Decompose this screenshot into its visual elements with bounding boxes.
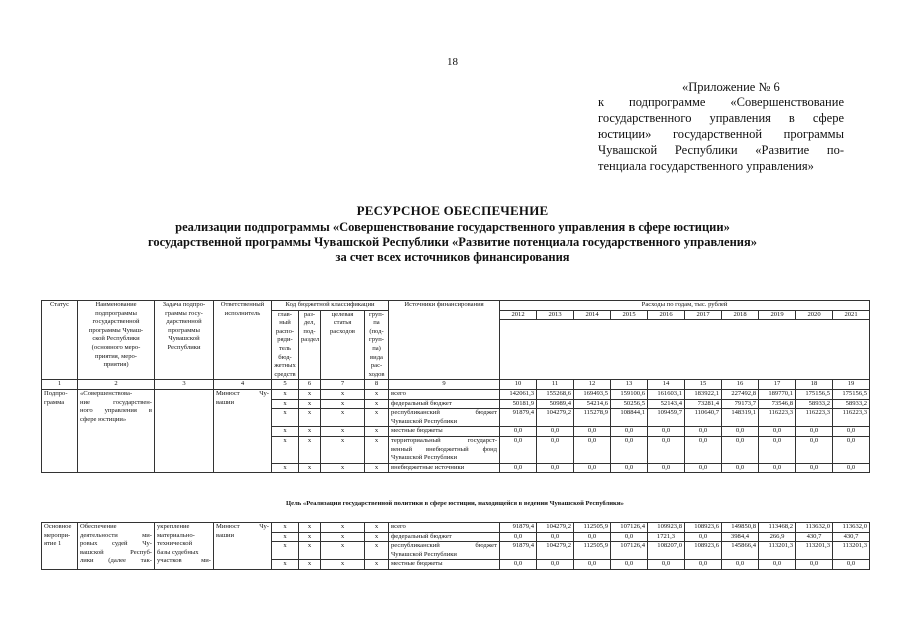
code-cell: х [299, 560, 321, 570]
value-cell: 91879,4 [500, 542, 537, 560]
column-number: 7 [321, 380, 365, 390]
source-line: Чувашской Республики [391, 550, 457, 558]
header-task-line: Чувашской [168, 335, 200, 343]
header-budget-code: Код бюджетной классификации [272, 301, 389, 311]
name-line: лики (далее так- [80, 557, 152, 565]
code-cell: х [321, 532, 365, 542]
header-group-line: па [373, 319, 380, 327]
task-line: материально- [157, 531, 195, 539]
status-line: Подпро- [44, 389, 68, 397]
header-name-line: подпрограммы [95, 309, 137, 317]
value-cell: 0,0 [722, 560, 759, 570]
value-cell: 104279,2 [537, 523, 574, 533]
task-line: технической [157, 540, 193, 548]
header-task-line: дарственной [166, 318, 202, 326]
value-cell: 183922,1 [685, 389, 722, 399]
header-group-line: (под- [369, 327, 384, 335]
value-cell: 0,0 [500, 463, 537, 473]
value-cell: 0,0 [796, 427, 833, 437]
value-cell: 0,0 [537, 532, 574, 542]
source-line: Чувашской Республики [391, 417, 458, 425]
value-cell: 0,0 [685, 463, 722, 473]
value-cell: 0,0 [833, 436, 870, 463]
header-grbs-line: ный [279, 319, 291, 327]
source-cell [389, 436, 500, 463]
header-year: 2019 [759, 310, 796, 320]
header-group [365, 310, 389, 380]
header-grbs-line: бюд- [278, 353, 292, 361]
column-number: 6 [299, 380, 321, 390]
resource-table [41, 300, 870, 473]
header-section-line: дел, [303, 319, 316, 327]
value-cell: 108923,6 [685, 523, 722, 533]
value-cell: 0,0 [759, 463, 796, 473]
value-cell: 73281,4 [685, 399, 722, 409]
header-task-line: граммы госу- [165, 309, 203, 317]
header-executor-line: исполнитель [224, 309, 261, 317]
table-row [42, 389, 870, 399]
task-line: базы судебных [157, 548, 199, 556]
value-cell: 148319,1 [722, 409, 759, 427]
document-subtitle [0, 220, 905, 265]
value-cell: 113201,3 [796, 542, 833, 560]
value-cell: 149850,8 [722, 523, 759, 533]
name-cell [78, 389, 155, 472]
value-cell: 0,0 [611, 463, 648, 473]
value-cell: 0,0 [574, 463, 611, 473]
value-cell: 0,0 [500, 436, 537, 463]
value-cell: 104279,2 [537, 409, 574, 427]
value-cell: 0,0 [611, 560, 648, 570]
source-cell [389, 542, 500, 560]
name-line: ние государствен- [80, 398, 152, 406]
appendix-text [598, 94, 844, 174]
column-number: 12 [574, 380, 611, 390]
code-cell: х [365, 532, 389, 542]
document-subtitle-line: государственной программы Чувашской Республики «Развитие потенциала государственного управления» [147, 235, 758, 249]
header-section-line: раз- [303, 310, 316, 318]
value-cell: 0,0 [537, 436, 574, 463]
value-cell: 0,0 [759, 436, 796, 463]
value-cell: 0,0 [648, 463, 685, 473]
header-name-line: программы Чуваш- [88, 326, 144, 334]
code-cell: х [272, 409, 299, 427]
code-cell: х [299, 532, 321, 542]
value-cell: 50181,9 [500, 399, 537, 409]
code-cell: х [272, 427, 299, 437]
value-cell: 266,9 [759, 532, 796, 542]
header-name-line: приятия, меро- [94, 352, 138, 360]
value-cell: 0,0 [648, 560, 685, 570]
code-cell: х [321, 542, 365, 560]
header-section-line: раздел [301, 336, 320, 344]
document-subtitle-line: за счет всех источников финансирования [335, 250, 570, 264]
value-cell: 113632,0 [796, 523, 833, 533]
source-line: венный внебюджетный фонд [391, 445, 498, 453]
code-cell: х [365, 389, 389, 399]
value-cell: 145866,4 [722, 542, 759, 560]
value-cell: 0,0 [796, 560, 833, 570]
table-row [42, 523, 870, 533]
header-year: 2020 [796, 310, 833, 320]
value-cell: 113632,0 [833, 523, 870, 533]
value-cell: 169493,5 [574, 389, 611, 399]
value-cell: 0,0 [611, 436, 648, 463]
value-cell: 0,0 [537, 427, 574, 437]
header-target-line: расходов [330, 327, 355, 335]
appendix-line: государственного управления в сфере [598, 111, 844, 125]
value-cell: 109923,8 [648, 523, 685, 533]
value-cell: 175156,5 [796, 389, 833, 399]
header-name [78, 301, 155, 380]
code-cell: х [321, 463, 365, 473]
value-cell: 0,0 [833, 560, 870, 570]
header-grbs [272, 310, 299, 380]
value-cell: 0,0 [685, 427, 722, 437]
header-grbs-line: глав- [278, 310, 292, 318]
header-year: 2018 [722, 310, 759, 320]
source-cell: всего [389, 523, 500, 533]
code-cell: х [365, 427, 389, 437]
value-cell: 0,0 [722, 436, 759, 463]
status-line: ятие 1 [44, 540, 62, 548]
header-group-line: вида [370, 353, 383, 361]
value-cell: 108923,6 [685, 542, 722, 560]
document-subtitle-line: реализации подпрограммы «Совершенствование государственного управления в сфере юстиции» [175, 220, 730, 234]
header-target [321, 310, 365, 380]
appendix-line: к подпрограмме «Совершенствование [598, 95, 844, 109]
name-line: сфере юстиции» [80, 415, 127, 423]
header-executor [214, 301, 272, 380]
executor-cell [214, 523, 272, 570]
header-executor-line: Ответственный [220, 301, 265, 308]
header-grbs-line: ряди- [277, 336, 293, 344]
header-year: 2012 [500, 310, 537, 320]
value-cell: 159100,6 [611, 389, 648, 399]
value-cell: 0,0 [796, 463, 833, 473]
executor-line: Минюст Чу- [216, 523, 269, 530]
value-cell: 0,0 [611, 427, 648, 437]
code-cell: х [365, 436, 389, 463]
column-number: 17 [759, 380, 796, 390]
value-cell: 0,0 [574, 427, 611, 437]
appendix-title: «Приложение № 6 [682, 80, 780, 94]
column-number-row [42, 380, 870, 390]
code-cell: х [321, 427, 365, 437]
value-cell: 91879,4 [500, 409, 537, 427]
code-cell: х [299, 463, 321, 473]
header-group-line: груп- [369, 310, 384, 318]
header-name-line: ской Республики [92, 335, 140, 343]
source-cell: федеральный бюджет [389, 399, 500, 409]
column-number: 18 [796, 380, 833, 390]
code-cell: х [321, 560, 365, 570]
goal-heading: Цель «Реализация государственной политики в сфере юстиции, находящейся в ведении Чувашской Республики» [286, 500, 624, 507]
name-line: «Совершенствова- [80, 389, 133, 397]
value-cell: 0,0 [833, 427, 870, 437]
value-cell: 108844,1 [611, 409, 648, 427]
header-grbs-line: жетных [274, 362, 296, 370]
source-line: территориальный государст- [391, 436, 498, 444]
code-cell: х [321, 409, 365, 427]
code-cell: х [365, 523, 389, 533]
code-cell: х [365, 399, 389, 409]
header-target-line: целевая [331, 310, 354, 318]
value-cell: 116223,3 [759, 409, 796, 427]
source-cell: внебюджетные источники [389, 463, 500, 473]
value-cell: 0,0 [685, 436, 722, 463]
source-line: республиканский бюджет [391, 409, 498, 417]
value-cell: 91879,4 [500, 523, 537, 533]
executor-cell [214, 389, 272, 472]
table-header-row [42, 301, 870, 311]
value-cell: 58933,2 [796, 399, 833, 409]
task-cell [155, 389, 214, 472]
value-cell: 107126,4 [611, 542, 648, 560]
value-cell: 110640,7 [685, 409, 722, 427]
column-number: 10 [500, 380, 537, 390]
code-cell: х [299, 542, 321, 560]
source-line: республиканский бюджет [391, 542, 497, 550]
value-cell: 73546,8 [759, 399, 796, 409]
header-group-line: ходов [368, 370, 385, 378]
value-cell: 1721,3 [648, 532, 685, 542]
value-cell: 161603,1 [648, 389, 685, 399]
code-cell: х [272, 532, 299, 542]
header-year: 2017 [685, 310, 722, 320]
value-cell: 142061,3 [500, 389, 537, 399]
executor-line: Минюст Чу- [216, 389, 269, 397]
status-line: Основное [44, 523, 72, 530]
value-cell: 52143,4 [648, 399, 685, 409]
value-cell: 116223,3 [833, 409, 870, 427]
code-cell: х [272, 399, 299, 409]
code-cell: х [272, 523, 299, 533]
name-line: ровых судей Чу- [80, 540, 152, 548]
name-line: вашской Респуб- [80, 548, 152, 556]
value-cell: 227492,8 [722, 389, 759, 399]
code-cell: х [272, 542, 299, 560]
value-cell: 0,0 [685, 560, 722, 570]
code-cell: х [272, 389, 299, 399]
code-cell: х [272, 560, 299, 570]
code-cell: х [365, 463, 389, 473]
value-cell: 0,0 [796, 436, 833, 463]
value-cell: 0,0 [648, 436, 685, 463]
value-cell: 115278,9 [574, 409, 611, 427]
header-status: Статус [42, 301, 78, 380]
source-cell [389, 409, 500, 427]
value-cell: 50989,4 [537, 399, 574, 409]
value-cell: 0,0 [833, 463, 870, 473]
header-grbs-line: тель [278, 344, 292, 352]
header-year: 2021 [833, 310, 870, 320]
task-line: участков ми- [157, 557, 211, 565]
column-number: 2 [78, 380, 155, 390]
header-task-line: программы [168, 326, 200, 334]
code-cell: х [299, 436, 321, 463]
name-line: деятельности ми- [80, 531, 152, 539]
code-cell: х [299, 427, 321, 437]
header-section-line: под- [303, 327, 316, 335]
value-cell: 0,0 [537, 560, 574, 570]
appendix-line: тенциала государственного управления» [598, 159, 814, 173]
header-task-line: Республики [167, 343, 201, 351]
page-number: 18 [447, 56, 458, 68]
header-name-line: государственной [92, 318, 140, 326]
header-grbs-line: распо- [275, 327, 295, 335]
code-cell: х [365, 542, 389, 560]
source-cell: местные бюджеты [389, 560, 500, 570]
value-cell: 58933,2 [833, 399, 870, 409]
value-cell: 0,0 [500, 427, 537, 437]
value-cell: 0,0 [500, 560, 537, 570]
column-number: 11 [537, 380, 574, 390]
header-group-line: груп- [369, 336, 384, 344]
value-cell: 79173,7 [722, 399, 759, 409]
document-title: РЕСУРСНОЕ ОБЕСПЕЧЕНИЕ [356, 203, 549, 218]
status-line: грамма [44, 398, 65, 406]
column-number: 14 [648, 380, 685, 390]
code-cell: х [365, 409, 389, 427]
value-cell: 175156,5 [833, 389, 870, 399]
column-number: 15 [685, 380, 722, 390]
column-number: 13 [611, 380, 648, 390]
header-expenses-blank [500, 320, 870, 380]
task-cell [155, 523, 214, 570]
value-cell: 430,7 [833, 532, 870, 542]
value-cell: 116223,3 [796, 409, 833, 427]
column-number: 8 [365, 380, 389, 390]
value-cell: 0,0 [574, 532, 611, 542]
column-number: 4 [214, 380, 272, 390]
header-year: 2016 [648, 310, 685, 320]
task-line: укрепление [157, 523, 190, 530]
column-number: 9 [389, 380, 500, 390]
value-cell: 0,0 [500, 532, 537, 542]
header-year: 2015 [611, 310, 648, 320]
value-cell: 0,0 [648, 427, 685, 437]
value-cell: 0,0 [722, 427, 759, 437]
appendix-line: юстиции» государственной программы [598, 127, 844, 141]
header-sources: Источники финансирования [389, 301, 500, 380]
value-cell: 104279,2 [537, 542, 574, 560]
header-year: 2014 [574, 310, 611, 320]
code-cell: х [321, 389, 365, 399]
value-cell: 0,0 [759, 560, 796, 570]
resource-table-continuation [41, 522, 870, 570]
code-cell: х [321, 436, 365, 463]
column-number: 3 [155, 380, 214, 390]
code-cell: х [365, 560, 389, 570]
header-group-line: па) [372, 344, 381, 352]
code-cell: х [299, 389, 321, 399]
column-number: 5 [272, 380, 299, 390]
source-cell: местные бюджеты [389, 427, 500, 437]
value-cell: 54214,6 [574, 399, 611, 409]
code-cell: х [299, 523, 321, 533]
code-cell: х [272, 436, 299, 463]
name-line: Обеспечение [80, 523, 117, 530]
value-cell: 3984,4 [722, 532, 759, 542]
value-cell: 0,0 [537, 463, 574, 473]
value-cell: 108207,0 [648, 542, 685, 560]
value-cell: 0,0 [574, 436, 611, 463]
value-cell: 113468,2 [759, 523, 796, 533]
code-cell: х [321, 523, 365, 533]
status-cell [42, 389, 78, 472]
value-cell: 0,0 [611, 532, 648, 542]
header-section [299, 310, 321, 380]
value-cell: 155268,6 [537, 389, 574, 399]
value-cell: 0,0 [685, 532, 722, 542]
value-cell: 0,0 [574, 560, 611, 570]
header-year: 2013 [537, 310, 574, 320]
code-cell: х [272, 463, 299, 473]
code-cell: х [299, 409, 321, 427]
header-expenses: Расходы по годам, тыс. рублей [500, 301, 870, 311]
status-line: меропри- [44, 531, 71, 539]
value-cell: 112505,9 [574, 542, 611, 560]
header-grbs-line: средств [274, 370, 296, 378]
name-cell [78, 523, 155, 570]
value-cell: 113201,3 [759, 542, 796, 560]
source-cell: всего [389, 389, 500, 399]
header-task-line: Задача подпро- [162, 301, 206, 308]
header-task [155, 301, 214, 380]
executor-line: вашии [216, 531, 235, 539]
source-line: Чувашской Республики [391, 454, 458, 462]
column-number: 16 [722, 380, 759, 390]
value-cell: 0,0 [759, 427, 796, 437]
header-target-line: статья [333, 319, 352, 327]
value-cell: 107126,4 [611, 523, 648, 533]
source-cell: федеральный бюджет [389, 532, 500, 542]
executor-line: вашии [216, 398, 235, 406]
value-cell: 189770,1 [759, 389, 796, 399]
code-cell: х [321, 399, 365, 409]
appendix-line: Чувашской Республики «Развитие по- [598, 143, 844, 157]
name-line: ного управления в [80, 407, 152, 415]
value-cell: 113201,3 [833, 542, 870, 560]
value-cell: 112505,9 [574, 523, 611, 533]
value-cell: 430,7 [796, 532, 833, 542]
column-number: 1 [42, 380, 78, 390]
status-cell [42, 523, 78, 570]
value-cell: 0,0 [722, 463, 759, 473]
header-group-line: рас- [370, 362, 383, 370]
value-cell: 109459,7 [648, 409, 685, 427]
header-name-line: Наименование [95, 301, 137, 308]
column-number: 19 [833, 380, 870, 390]
value-cell: 50256,5 [611, 399, 648, 409]
header-name-line: приятия) [103, 361, 129, 369]
header-name-line: (основного меро- [91, 343, 141, 351]
code-cell: х [299, 399, 321, 409]
